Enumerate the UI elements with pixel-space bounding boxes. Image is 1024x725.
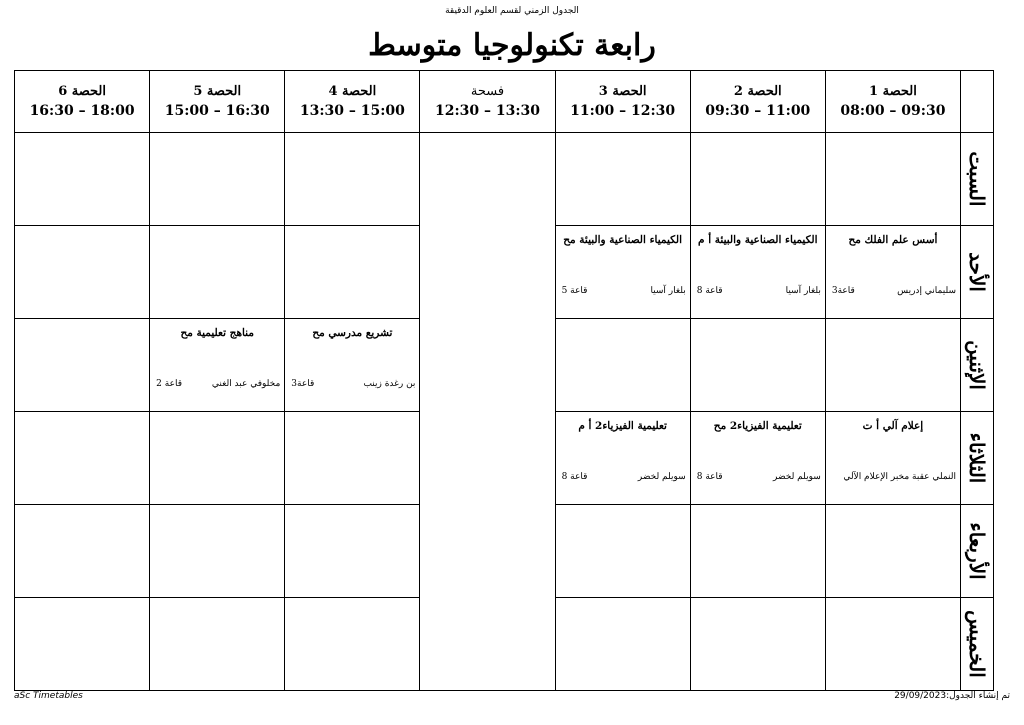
slot-thu-p6 bbox=[15, 598, 150, 691]
day-label-tuesday: الثلاثاء bbox=[961, 412, 994, 505]
day-label-sunday: الأحد bbox=[961, 226, 994, 319]
period-header-6: الحصة 6 16:30 – 18:00 bbox=[15, 71, 150, 133]
session-room: قاعة 8 bbox=[696, 286, 723, 296]
period-header-4: الحصة 4 13:30 – 15:00 bbox=[285, 71, 420, 133]
slot-thu-p2 bbox=[690, 598, 825, 691]
slot-thu-p4 bbox=[285, 598, 420, 691]
header-caption: الجدول الزمني لقسم العلوم الدقيقة bbox=[445, 6, 579, 16]
session-subject: الكيمياء الصناعية والبيئة مح bbox=[563, 234, 683, 246]
slot-sat-p6 bbox=[15, 133, 150, 226]
slot-tue-p6 bbox=[15, 412, 150, 505]
slot-wed-p3 bbox=[555, 505, 690, 598]
period-header-break: فسحة 12:30 – 13:30 bbox=[420, 71, 555, 133]
header-row bbox=[15, 71, 994, 133]
session-teacher: مخلوفي عبد الغني bbox=[211, 379, 281, 389]
session-teacher: سليماني إدريس bbox=[897, 286, 956, 296]
period-header-5: الحصة 5 15:00 – 16:30 bbox=[150, 71, 285, 133]
day-label-monday: الإثنين bbox=[961, 319, 994, 412]
session-card bbox=[150, 319, 285, 412]
day-label-thursday: الخميس bbox=[961, 598, 994, 691]
break-column bbox=[420, 133, 555, 691]
day-label-saturday: السبت bbox=[961, 133, 994, 226]
slot-mon-p1 bbox=[825, 319, 960, 412]
period-header-2: الحصة 2 09:30 – 11:00 bbox=[690, 71, 825, 133]
slot-mon-p3 bbox=[555, 319, 690, 412]
session-room: قاعة 5 bbox=[561, 286, 588, 296]
slot-wed-p2 bbox=[690, 505, 825, 598]
day-row-saturday bbox=[15, 133, 994, 226]
slot-sat-p4 bbox=[285, 133, 420, 226]
footer-generator: aSc Timetables bbox=[14, 691, 83, 701]
session-card bbox=[285, 319, 420, 412]
footer-created-date: تم إنشاء الجدول:29/09/2023 bbox=[894, 691, 1010, 701]
slot-tue-p4 bbox=[285, 412, 420, 505]
slot-mon-p2 bbox=[690, 319, 825, 412]
slot-sun-p5 bbox=[150, 226, 285, 319]
session-subject: تشريع مدرسي مح bbox=[312, 327, 393, 339]
session-teacher: النملي عقبة مخبر الإعلام الآلي bbox=[843, 472, 956, 482]
session-room: قاعة3 bbox=[291, 379, 315, 389]
slot-thu-p5 bbox=[150, 598, 285, 691]
period-header-3: الحصة 3 11:00 – 12:30 bbox=[555, 71, 690, 133]
session-teacher: بلغار آسيا bbox=[785, 286, 821, 296]
session-subject: الكيمياء الصناعية والبيئة أ م bbox=[698, 234, 818, 246]
slot-wed-p4 bbox=[285, 505, 420, 598]
slot-mon-p6 bbox=[15, 319, 150, 412]
session-room: قاعة 8 bbox=[561, 472, 588, 482]
session-card bbox=[690, 226, 825, 319]
session-teacher: سويلم لخضر bbox=[637, 472, 686, 482]
session-subject: إعلام آلي أ ت bbox=[862, 420, 924, 432]
slot-thu-p1 bbox=[825, 598, 960, 691]
slot-tue-p5 bbox=[150, 412, 285, 505]
corner-cell bbox=[961, 71, 994, 133]
session-teacher: بن رغدة زينب bbox=[363, 379, 416, 389]
session-room: قاعة3 bbox=[831, 286, 855, 296]
slot-wed-p1 bbox=[825, 505, 960, 598]
page-title: رابعة تكنولوجيا متوسط bbox=[368, 28, 656, 63]
session-subject: تعليمية الفيزياء2 أ م bbox=[578, 420, 667, 432]
session-room: قاعة 2 bbox=[156, 379, 182, 389]
session-card bbox=[825, 226, 960, 319]
period-header-1: الحصة 1 08:00 – 09:30 bbox=[825, 71, 960, 133]
session-teacher: سويلم لخضر bbox=[773, 472, 821, 482]
slot-wed-p5 bbox=[150, 505, 285, 598]
session-subject: أسس علم الفلك مح bbox=[848, 234, 938, 246]
session-card bbox=[690, 412, 825, 505]
slot-wed-p6 bbox=[15, 505, 150, 598]
session-teacher: بلغار آسيا bbox=[650, 286, 686, 296]
slot-sat-p5 bbox=[150, 133, 285, 226]
slot-sat-p2 bbox=[690, 133, 825, 226]
slot-thu-p3 bbox=[555, 598, 690, 691]
session-subject: تعليمية الفيزياء2 مح bbox=[713, 420, 802, 432]
session-card bbox=[825, 412, 960, 505]
day-label-wednesday: الأربعاء bbox=[961, 505, 994, 598]
timetable-grid bbox=[14, 70, 994, 691]
session-card bbox=[555, 412, 690, 505]
session-subject: مناهج تعليمية مح bbox=[180, 327, 254, 339]
session-card bbox=[555, 226, 690, 319]
session-room: قاعة 8 bbox=[696, 472, 723, 482]
slot-sun-p6 bbox=[15, 226, 150, 319]
slot-sun-p4 bbox=[285, 226, 420, 319]
slot-sat-p1 bbox=[825, 133, 960, 226]
slot-sat-p3 bbox=[555, 133, 690, 226]
